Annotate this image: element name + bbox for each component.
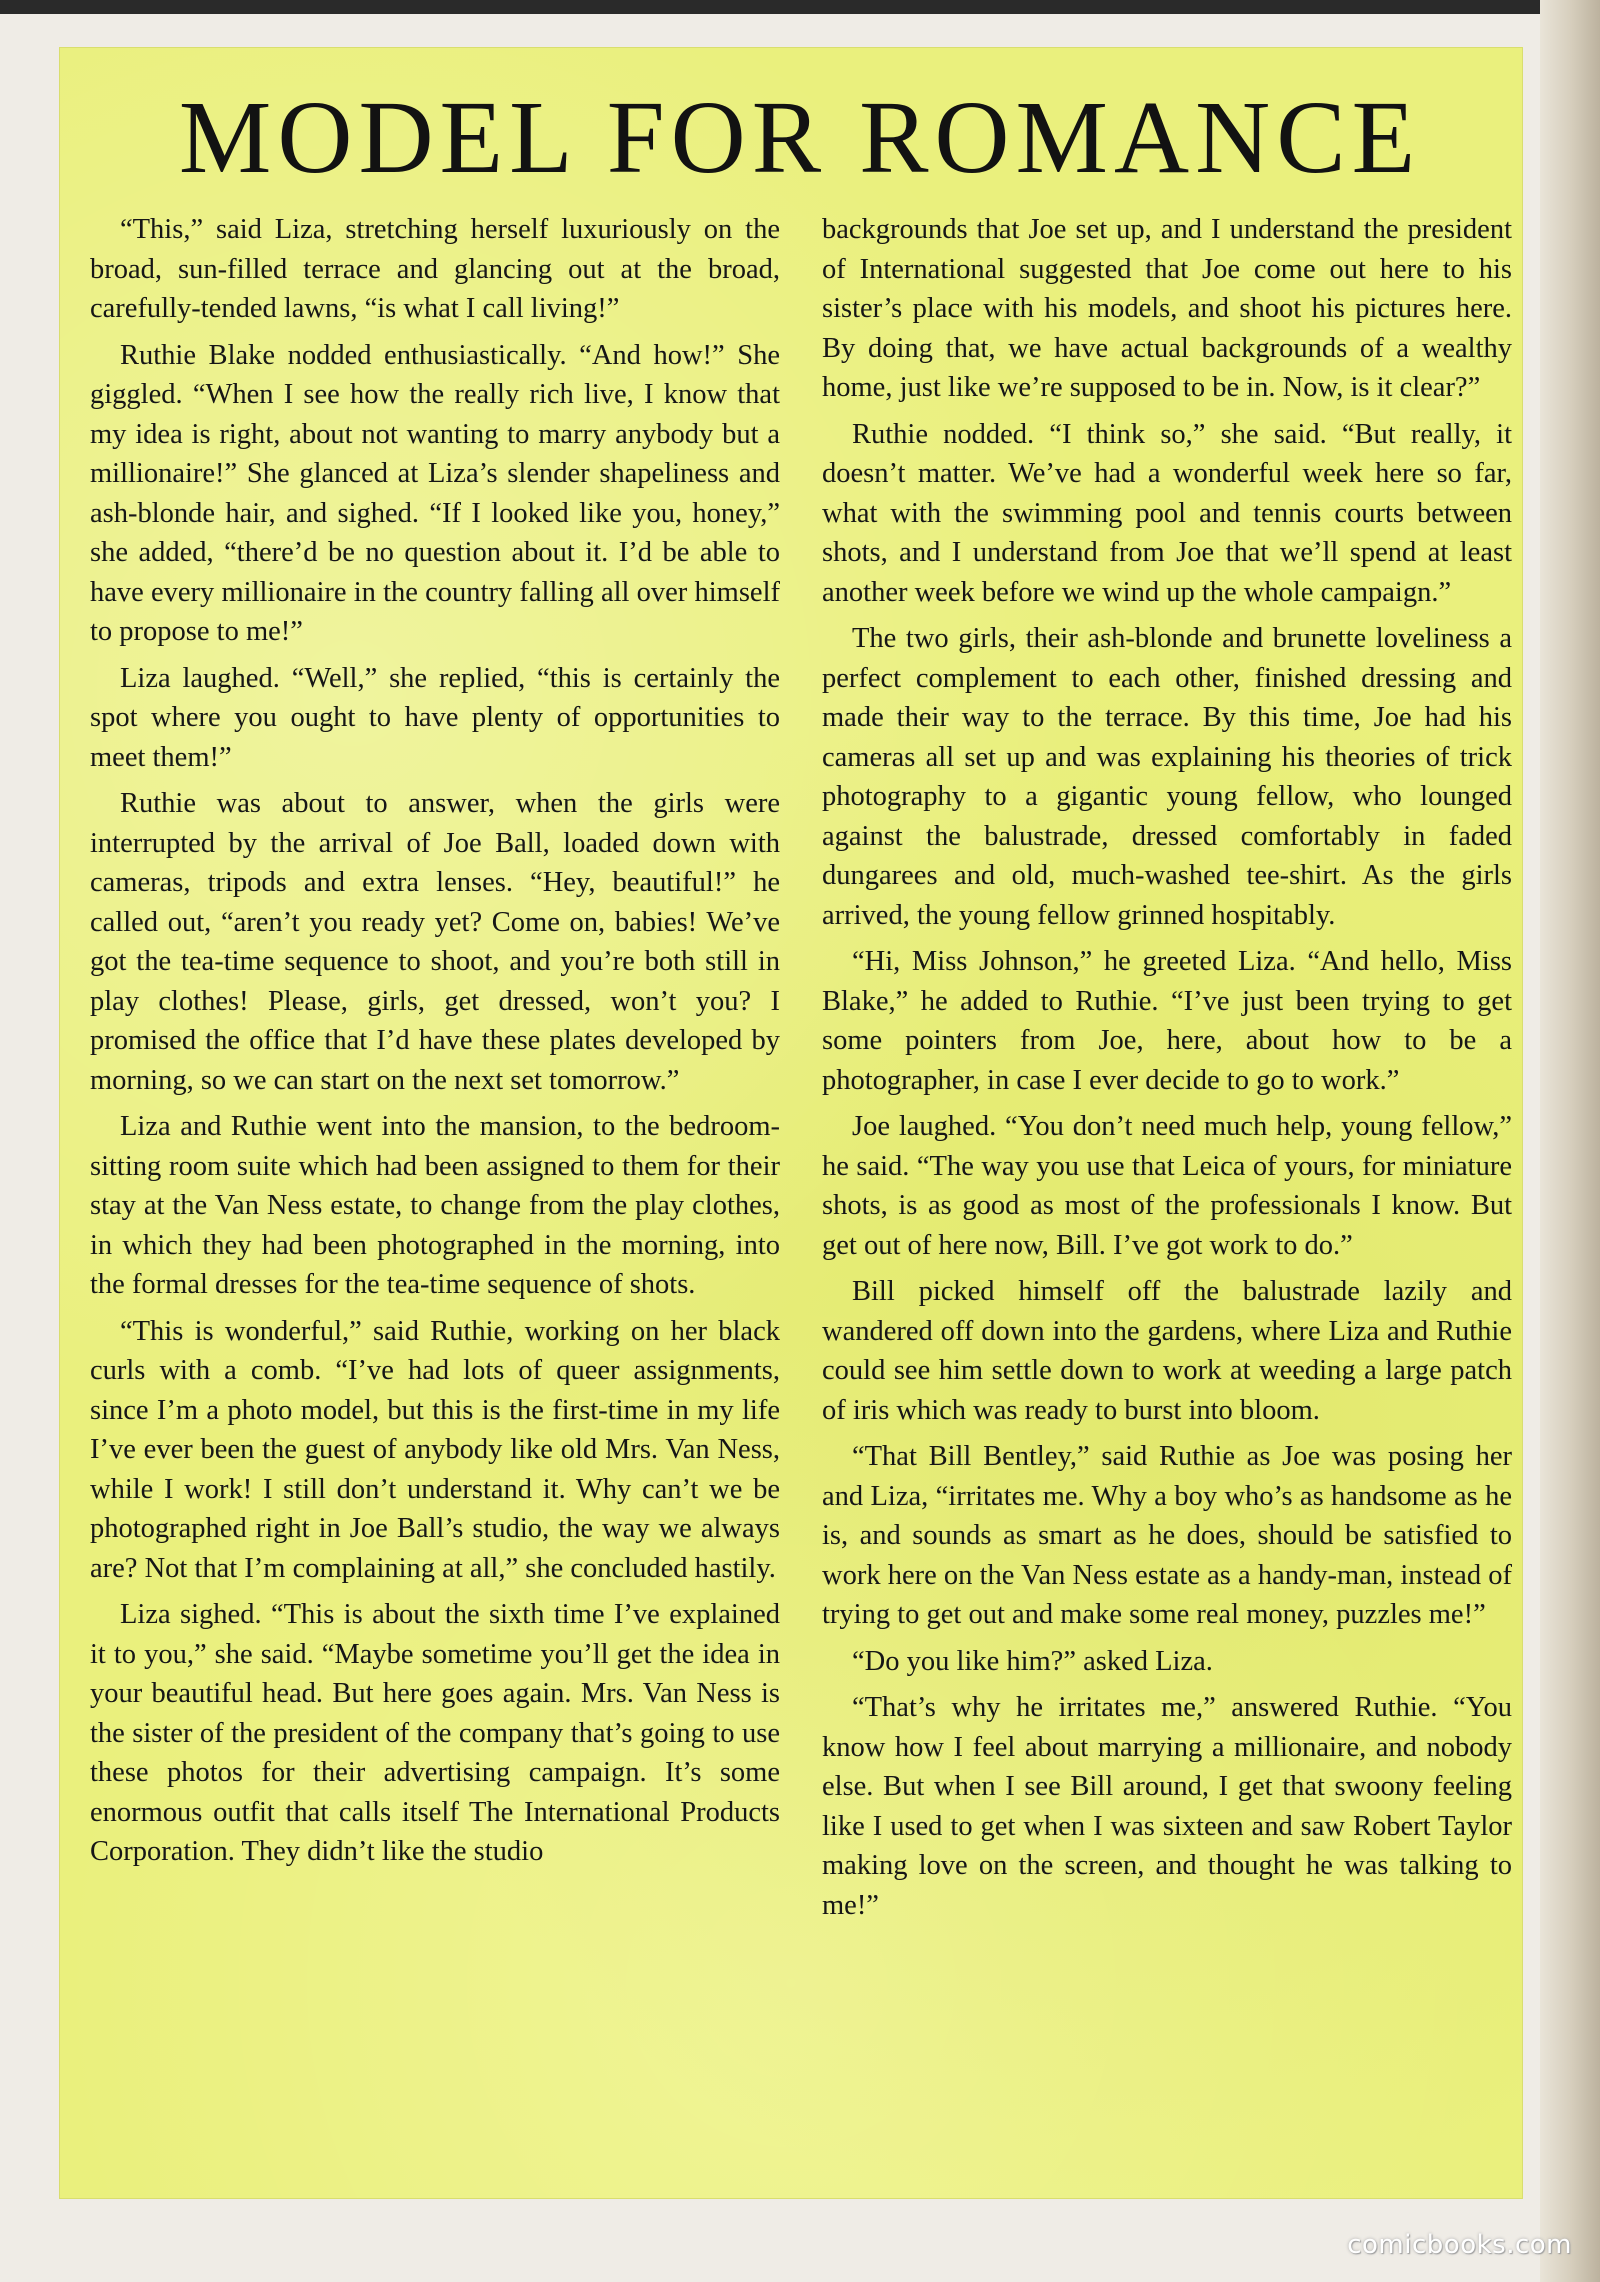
paragraph-continuation: backgrounds that Joe set up, and I understand the president of International suggested that Joe come out here to his sister’s place with his models, and shoot his pictures here. By doing that, we have actual backgrounds of a wealthy home, just like we’re supposed to be in. Now, is it clear?” [822,214,1512,403]
left-text-column [90,210,780,2180]
paragraph: “That’s why he irritates me,” answered Ruthie. “You know how I feel about marrying a millionaire, and nobody else. But when I see Bill around, I get that swoony feeling like I used to get when I was sixteen and saw Robert Taylor making love on the screen, and thought he was talking to me!” [822,1692,1512,1921]
paragraph: Liza and Ruthie went into the mansion, to the bedroom-sitting room suite which had been assigned to them for their stay at the Van Ness estate, to change from the play clothes, in which they had been photographed in the morning, into the formal dresses for the tea-time sequence of shots. [90,1111,780,1300]
site-watermark: comicbooks.com [1347,2230,1572,2260]
paragraph: Ruthie was about to answer, when the girls were interrupted by the arrival of Joe Ball, loaded down with cameras, tripods and extra lenses. “Hey, beautiful!” he called out, “aren’t you ready yet? Come on, babies! We’ve got the tea-time sequence to shoot, and you’re both still in play clothes! Please, girls, get dressed, won’t you? I promised the office that I’d have these plates developed by morning, so we can start on the next set tomorrow.” [90,788,780,1096]
page-top-edge [0,0,1600,14]
paragraph: “This is wonderful,” said Ruthie, working on her black curls with a comb. “I’ve had lots of queer assignments, since I’m a photo model, but this is the first-time in my life I’ve ever been the guest of anybody like old Mrs. Van Ness, while I work! I still don’t understand it. Why can’t we be photographed right in Joe Ball’s studio, the way we always are? Not that I’m complaining at all,” she concluded hastily. [90,1315,780,1584]
paragraph: Joe laughed. “You don’t need much help, young fellow,” he said. “The way you use that Leica of yours, for miniature shots, is as good as most of the professionals I know. But get out of here now, Bill. I’ve got work to do.” [822,1111,1512,1261]
paragraph: Bill picked himself off the balustrade lazily and wandered off down into the gardens, where Liza and Ruthie could see him settle down to work at weeding a large patch of iris which was ready to burst into bloom. [822,1276,1512,1426]
page-gutter-shadow [1540,0,1600,2282]
paragraph: “Hi, Miss Johnson,” he greeted Liza. “And hello, Miss Blake,” he added to Ruthie. “I’ve just been trying to get some pointers from Joe, here, about how to be a photographer, in case I ever decide to go to work.” [822,946,1512,1096]
paragraph: Ruthie nodded. “I think so,” she said. “But really, it doesn’t matter. We’ve had a wonderful week here so far, what with the swimming pool and tennis courts between shots, and I understand from Joe that we’ll spend at least another week before we wind up the whole campaign.” [822,418,1512,608]
paragraph: “That Bill Bentley,” said Ruthie as Joe was posing her and Liza, “irritates me. Why a boy who’s as handsome as he is, and sounds as smart as he does, should be satisfied to work here on the Van Ness estate as a handy-man, instead of trying to get out and make some real money, puzzles me!” [822,1441,1512,1630]
story-title: MODEL FOR ROMANCE [178,80,1422,195]
paragraph: “Do you like him?” asked Liza. [852,1645,1213,1677]
paragraph: Ruthie Blake nodded enthusiastically. “And how!” She giggled. “When I see how the really rich live, I know that my idea is right, about not wanting to marry anybody but a millionaire!” She glanced at Liza’s slender shapeliness and ash-blonde hair, and sighed. “If I looked like you, honey,” she added, “there’d be no question about it. I’d be able to have every millionaire in the country falling all over himself to propose to me!” [90,339,780,647]
story-page [60,48,1522,2198]
paragraph: “This,” said Liza, stretching herself luxuriously on the broad, sun-filled terrace and glancing out at the broad, carefully-tended lawns, “is what I call living!” [90,214,780,324]
paragraph: The two girls, their ash-blonde and brunette loveliness a perfect complement to each other, finished dressing and made their way to the terrace. By this time, Joe had his cameras all set up and was explaining his theories of trick photography to a gigantic young fellow, who lounged against the balustrade, dressed comfortably in faded dungarees and old, much-washed tee-shirt. As the girls arrived, the young fellow grinned hospitably. [822,623,1512,931]
paragraph: Liza laughed. “Well,” she replied, “this is certainly the spot where you ought to have plenty of opportunities to meet them!” [90,662,780,773]
paragraph: Liza sighed. “This is about the sixth time I’ve explained it to you,” she said. “Maybe sometime you’ll get the idea in your beautiful head. But here goes again. Mrs. Van Ness is the sister of the president of the company that’s going to use these photos for their advertising campaign. It’s some enormous outfit that calls itself The International Products Corporation. They didn’t like the studio [90,1599,780,1867]
right-text-column [822,210,1512,2180]
